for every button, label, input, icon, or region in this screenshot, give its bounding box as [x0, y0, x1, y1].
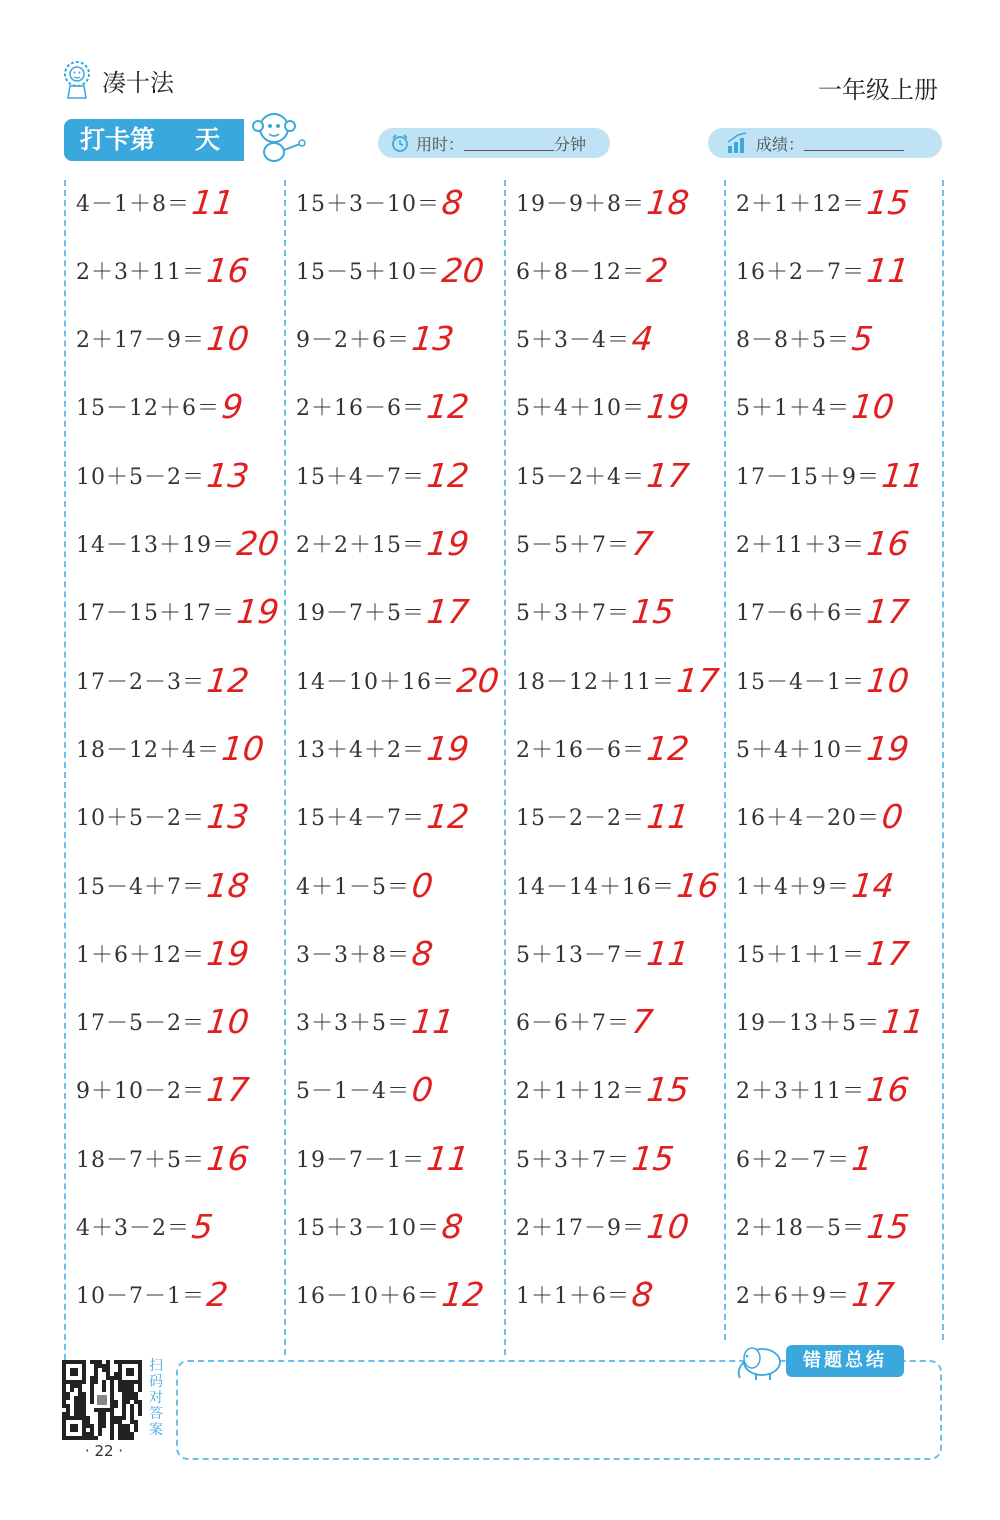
problem-row: [76, 1193, 216, 1261]
problem-row: [736, 1261, 897, 1329]
handwritten-answer[interactable]: 10: [864, 660, 912, 700]
problem-row: [76, 714, 267, 782]
equation: 4＋3－2＝: [76, 1216, 190, 1241]
handwritten-answer[interactable]: 7: [629, 524, 656, 563]
handwritten-answer[interactable]: 16: [864, 1070, 912, 1110]
score-label: 成绩：: [756, 134, 805, 154]
handwritten-answer[interactable]: 11: [879, 455, 927, 495]
handwritten-answer[interactable]: 8: [629, 1275, 656, 1315]
handwritten-answer[interactable]: 19: [234, 592, 282, 632]
problem-row: [516, 236, 671, 304]
equation: 19－13＋5＝: [736, 1011, 880, 1037]
time-unit: 分钟: [554, 134, 587, 154]
handwritten-answer[interactable]: 19: [204, 933, 252, 973]
equation: 5＋3＋7＝: [516, 1147, 630, 1173]
problem-row: [736, 373, 897, 441]
equation: 2＋16－6＝: [516, 737, 645, 763]
problem-row: [736, 783, 906, 851]
equation: 2＋3＋11＝: [736, 1079, 865, 1105]
handwritten-answer[interactable]: 10: [204, 319, 252, 359]
clock-icon: [390, 133, 410, 153]
handwritten-answer[interactable]: 10: [204, 1002, 252, 1042]
equation: 17－15＋17＝: [76, 601, 235, 627]
problem-row: [76, 851, 252, 919]
problem-row: [76, 1261, 231, 1329]
problem-row: [76, 373, 246, 441]
handwritten-answer[interactable]: 20: [439, 250, 487, 290]
handwritten-answer[interactable]: 0: [879, 797, 906, 837]
equation: 13＋4＋2＝: [296, 737, 425, 763]
problem-row: [296, 1124, 472, 1192]
equation: 15＋4－7＝: [296, 464, 425, 490]
handwritten-answer[interactable]: 16: [864, 524, 912, 563]
handwritten-answer[interactable]: 15: [644, 1070, 692, 1110]
handwritten-answer[interactable]: 8: [409, 933, 436, 973]
equation: 15＋3－10＝: [296, 191, 440, 217]
problem-row: [736, 988, 927, 1056]
equation: 4＋1－5＝: [296, 874, 410, 900]
equation: 16－10＋6＝: [296, 1284, 440, 1310]
handwritten-answer[interactable]: 11: [644, 797, 692, 837]
handwritten-answer[interactable]: 17: [204, 1070, 252, 1110]
handwritten-answer[interactable]: 1: [849, 1138, 876, 1178]
score-blank[interactable]: [804, 136, 904, 151]
growth-chart-icon: [726, 132, 750, 154]
problem-row: [76, 783, 252, 851]
problem-row: [516, 510, 656, 578]
handwritten-answer[interactable]: 10: [644, 1207, 692, 1246]
equation: 19－9＋8＝: [516, 191, 645, 217]
time-field: [378, 128, 610, 158]
equation: 19－7＋5＝: [296, 601, 425, 627]
equation: 15－4＋7＝: [76, 874, 205, 900]
equation: 15－4－1＝: [736, 669, 865, 695]
problem-row: [296, 236, 487, 304]
handwritten-answer[interactable]: 15: [629, 1138, 677, 1178]
problem-row: [736, 510, 912, 578]
mistake-summary-label: 错题总结: [786, 1345, 904, 1377]
equation: 2＋17－9＝: [76, 328, 205, 354]
problem-row: [516, 714, 692, 782]
equation: 2＋18－5＝: [736, 1216, 865, 1241]
problem-row: [516, 441, 692, 509]
equation: 18－7＋5＝: [76, 1147, 205, 1173]
equation: 14－14＋16＝: [516, 874, 675, 900]
problem-row: [736, 305, 876, 373]
problem-row: [736, 441, 927, 509]
handwritten-answer[interactable]: 9: [219, 387, 246, 427]
equation: 14－10＋16＝: [296, 669, 455, 695]
handwritten-answer[interactable]: 19: [424, 524, 472, 563]
equation: 6＋8－12＝: [516, 259, 645, 285]
handwritten-answer[interactable]: 11: [189, 182, 237, 222]
equation: 15＋3－10＝: [296, 1216, 440, 1241]
elephant-icon: [732, 1340, 788, 1382]
problem-row: [296, 714, 472, 782]
problem-row: [76, 168, 237, 236]
handwritten-answer[interactable]: 16: [204, 250, 252, 290]
equation: 16＋2－7＝: [736, 259, 865, 285]
handwritten-answer[interactable]: 15: [629, 592, 677, 632]
handwritten-answer[interactable]: 14: [849, 865, 897, 905]
problem-row: [516, 1193, 692, 1261]
equation: 5＋4＋10＝: [516, 396, 645, 422]
problem-row: [516, 373, 692, 441]
problem-row: [296, 578, 472, 646]
problem-row: [736, 236, 912, 304]
handwritten-answer[interactable]: 13: [409, 319, 457, 359]
equation: 17－2－3＝: [76, 669, 205, 695]
handwritten-answer[interactable]: 0: [409, 1070, 436, 1110]
equation: 2＋3＋11＝: [76, 259, 205, 285]
handwritten-answer[interactable]: 8: [439, 182, 466, 222]
handwritten-answer[interactable]: 8: [439, 1207, 466, 1246]
equation: 9－2＋6＝: [296, 328, 410, 354]
problem-row: [76, 305, 252, 373]
handwritten-answer[interactable]: 17: [849, 1275, 897, 1315]
time-blank[interactable]: [464, 136, 554, 151]
scan-for-answers: 扫码对答案: [149, 1358, 163, 1438]
problem-row: [296, 1193, 466, 1261]
problem-row: [296, 646, 502, 714]
equation: 9＋10－2＝: [76, 1079, 205, 1105]
problem-row: [516, 988, 656, 1056]
problem-row: [736, 646, 912, 714]
problem-row: [296, 1056, 436, 1124]
handwritten-answer[interactable]: 16: [674, 865, 722, 905]
equation: 15－5＋10＝: [296, 259, 440, 285]
handwritten-answer[interactable]: 11: [864, 250, 912, 290]
handwritten-answer[interactable]: 4: [629, 319, 656, 359]
problem-row: [76, 988, 252, 1056]
equation: 15＋1＋1＝: [736, 942, 865, 968]
equation: 1＋1＋6＝: [516, 1284, 630, 1310]
qr-code[interactable]: [62, 1360, 142, 1440]
equation: 2＋11＋3＝: [736, 533, 865, 558]
handwritten-answer[interactable]: 2: [204, 1275, 231, 1315]
equation: 1＋4＋9＝: [736, 874, 850, 900]
problem-row: [76, 578, 282, 646]
equation: 5＋4＋10＝: [736, 737, 865, 763]
handwritten-answer[interactable]: 10: [219, 728, 267, 768]
page-number: · 22 ·: [84, 1442, 124, 1460]
handwritten-answer[interactable]: 5: [849, 319, 876, 359]
handwritten-answer[interactable]: 13: [204, 797, 252, 837]
handwritten-answer[interactable]: 17: [424, 592, 472, 632]
problem-row: [736, 1056, 912, 1124]
problem-row: [736, 1193, 912, 1261]
problem-row: [296, 510, 472, 578]
equation: 6＋2－7＝: [736, 1147, 850, 1173]
equation: 5＋13－7＝: [516, 942, 645, 968]
problem-row: [76, 441, 252, 509]
problem-row: [296, 373, 472, 441]
problem-row: [516, 783, 692, 851]
equation: 2＋2＋15＝: [296, 533, 425, 558]
handwritten-answer[interactable]: 11: [879, 1002, 927, 1042]
handwritten-answer[interactable]: 12: [424, 455, 472, 495]
problem-row: [296, 851, 436, 919]
problem-row: [516, 851, 722, 919]
equation: 15－12＋6＝: [76, 396, 220, 422]
handwritten-answer[interactable]: 7: [629, 1002, 656, 1042]
handwritten-answer[interactable]: 19: [424, 728, 472, 768]
equation: 10＋5－2＝: [76, 464, 205, 490]
equation: 2＋1＋12＝: [516, 1079, 645, 1105]
handwritten-answer[interactable]: 17: [644, 455, 692, 495]
handwritten-answer[interactable]: 12: [424, 797, 472, 837]
equation: 2＋6＋9＝: [736, 1284, 850, 1310]
problem-row: [516, 1124, 677, 1192]
handwritten-answer[interactable]: 19: [864, 728, 912, 768]
equation: 18－12＋11＝: [516, 669, 675, 695]
equation: 10＋5－2＝: [76, 806, 205, 832]
problem-row: [516, 578, 677, 646]
handwritten-answer[interactable]: 12: [204, 660, 252, 700]
equation: 2＋17－9＝: [516, 1216, 645, 1241]
problem-row: [736, 168, 912, 236]
equation: 17－5－2＝: [76, 1011, 205, 1037]
handwritten-answer[interactable]: 15: [864, 1207, 912, 1246]
problem-row: [736, 919, 912, 987]
equation: 17－6＋6＝: [736, 601, 865, 627]
handwritten-answer[interactable]: 5: [189, 1207, 216, 1246]
problem-row: [736, 1124, 876, 1192]
book-title-text: 凑十法: [102, 68, 174, 97]
equation: 5＋3－4＝: [516, 328, 630, 354]
equation: 15－2－2＝: [516, 806, 645, 832]
handwritten-answer[interactable]: 11: [424, 1138, 472, 1178]
equation: 10－7－1＝: [76, 1284, 205, 1310]
equation: 5＋1＋4＝: [736, 396, 850, 422]
checkin-banner: [64, 119, 244, 161]
equation: 4－1＋8＝: [76, 191, 190, 217]
time-label: 用时：: [416, 134, 465, 154]
handwritten-answer[interactable]: 0: [409, 865, 436, 905]
handwritten-answer[interactable]: 18: [204, 865, 252, 905]
equation: 17－15＋9＝: [736, 464, 880, 490]
handwritten-answer[interactable]: 13: [204, 455, 252, 495]
handwritten-answer[interactable]: 15: [864, 182, 912, 222]
equation: 8－8＋5＝: [736, 328, 850, 354]
problem-row: [736, 714, 912, 782]
problem-row: [736, 851, 897, 919]
equation: 19－7－1＝: [296, 1147, 425, 1173]
problem-row: [516, 168, 692, 236]
equation: 15＋4－7＝: [296, 806, 425, 832]
problem-row: [516, 305, 656, 373]
problem-row: [516, 646, 722, 714]
monkey-icon: [246, 108, 310, 164]
handwritten-answer[interactable]: 20: [454, 660, 502, 700]
handwritten-answer[interactable]: 17: [864, 933, 912, 973]
handwritten-answer[interactable]: 12: [644, 728, 692, 768]
equation: 5＋3＋7＝: [516, 601, 630, 627]
problem-row: [76, 510, 282, 578]
handwritten-answer[interactable]: 11: [409, 1002, 457, 1042]
problem-row: [76, 1124, 252, 1192]
equation: 1＋6＋12＝: [76, 942, 205, 968]
problem-row: [296, 305, 457, 373]
handwritten-answer[interactable]: 16: [204, 1138, 252, 1178]
checkin-suffix: 天: [195, 125, 221, 154]
handwritten-answer[interactable]: 11: [644, 933, 692, 973]
equation: 6－6＋7＝: [516, 1011, 630, 1037]
problem-row: [296, 1261, 487, 1329]
book-title: [60, 60, 174, 100]
equation: 3－3＋8＝: [296, 942, 410, 968]
equation: 16＋4－20＝: [736, 806, 880, 832]
problem-row: [516, 919, 692, 987]
problem-grid: [64, 168, 944, 1353]
score-field: [708, 128, 942, 158]
problem-row: [76, 1056, 252, 1124]
equation: 3＋3＋5＝: [296, 1011, 410, 1037]
problem-row: [296, 988, 457, 1056]
equation: 15－2＋4＝: [516, 464, 645, 490]
handwritten-answer[interactable]: 19: [644, 387, 692, 427]
problem-row: [76, 919, 252, 987]
handwritten-answer[interactable]: 12: [439, 1275, 487, 1315]
problem-row: [296, 783, 472, 851]
checkin-prefix: 打卡第: [80, 125, 156, 154]
handwritten-answer[interactable]: 17: [674, 660, 722, 700]
problem-row: [296, 919, 436, 987]
equation: 5－5＋7＝: [516, 533, 630, 558]
equation: 18－12＋4＝: [76, 737, 220, 763]
handwritten-answer[interactable]: 10: [849, 387, 897, 427]
equation: 2＋1＋12＝: [736, 191, 865, 217]
problem-row: [76, 646, 252, 714]
problem-row: [296, 441, 472, 509]
equation: 5－1－4＝: [296, 1079, 410, 1105]
problem-row: [736, 578, 912, 646]
lion-icon: [60, 60, 94, 100]
handwritten-answer[interactable]: 2: [644, 250, 671, 290]
grade-label: 一年级上册: [818, 76, 938, 104]
handwritten-answer[interactable]: 20: [234, 524, 282, 563]
equation: 14－13＋19＝: [76, 533, 235, 558]
problem-row: [296, 168, 466, 236]
handwritten-answer[interactable]: 18: [644, 182, 692, 222]
problem-row: [516, 1261, 656, 1329]
equation: 2＋16－6＝: [296, 396, 425, 422]
handwritten-answer[interactable]: 12: [424, 387, 472, 427]
problem-row: [516, 1056, 692, 1124]
handwritten-answer[interactable]: 17: [864, 592, 912, 632]
problem-row: [76, 236, 252, 304]
